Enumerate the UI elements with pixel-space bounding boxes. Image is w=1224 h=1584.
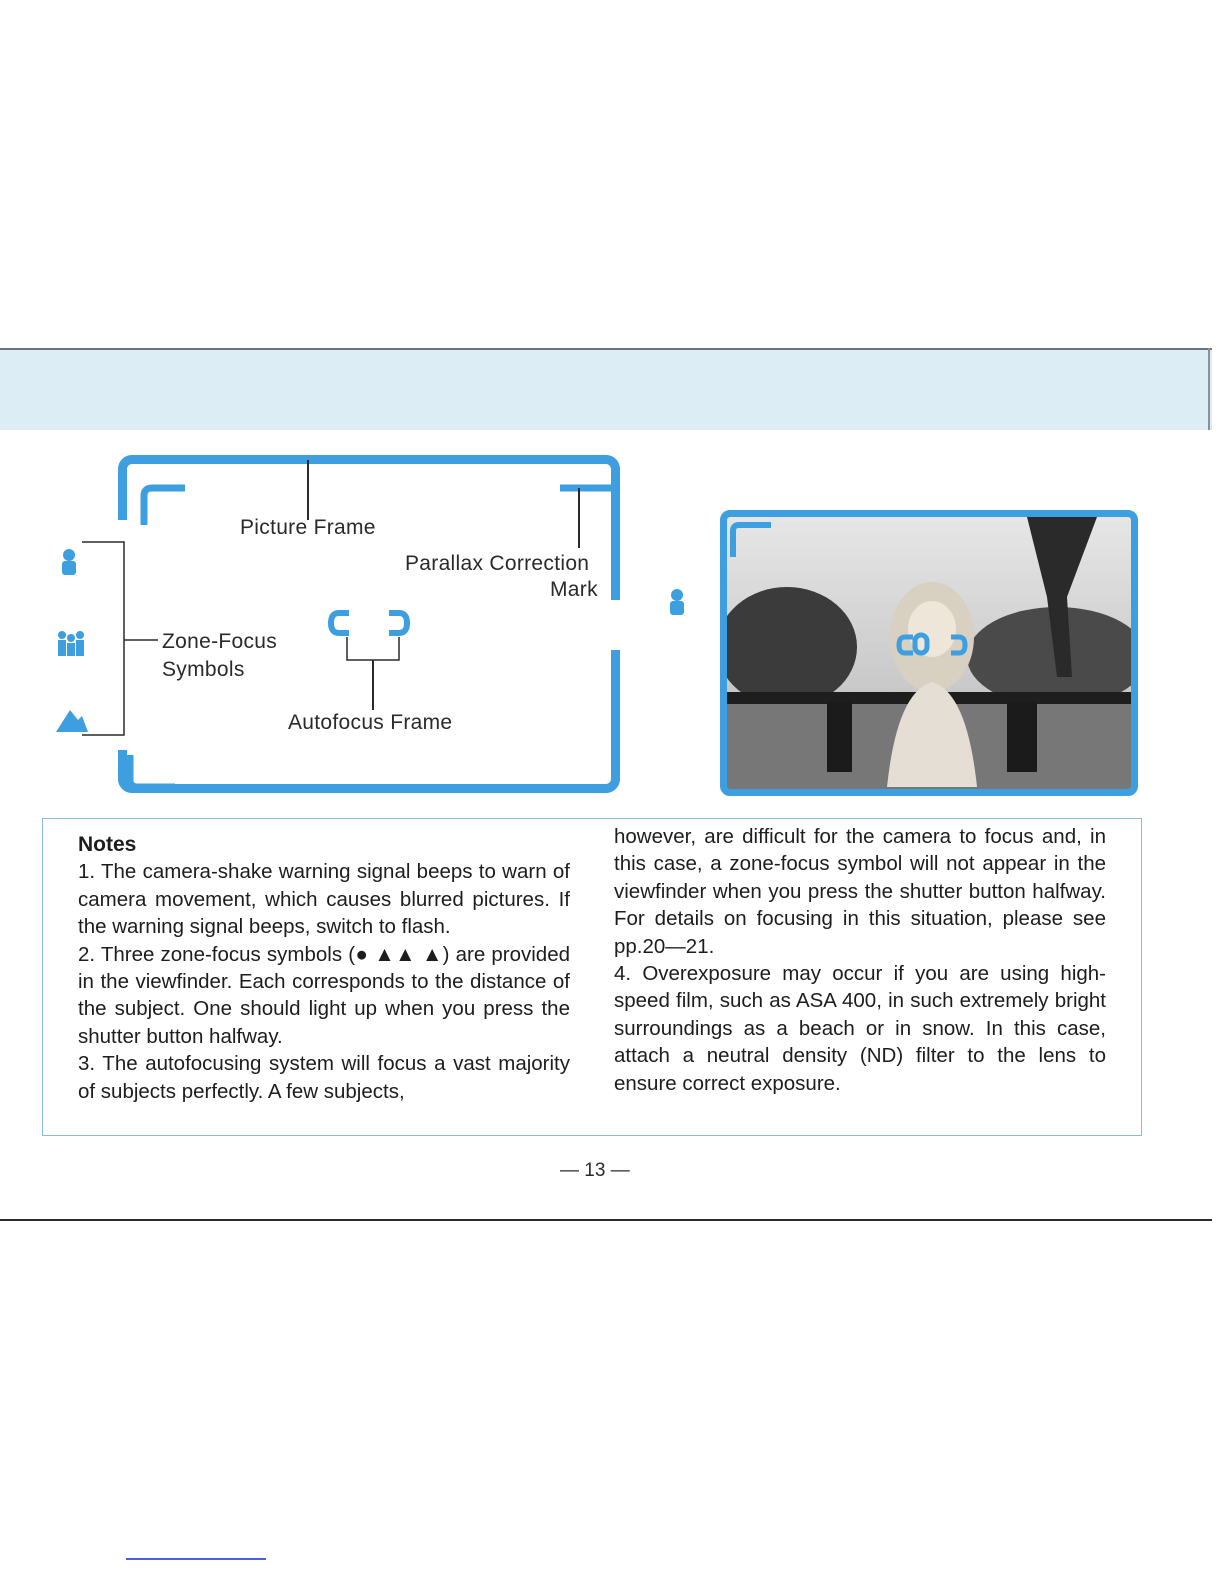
mountain-icon bbox=[56, 708, 88, 732]
picture-frame-label: Picture Frame bbox=[240, 516, 376, 539]
scan-artifact-line bbox=[126, 1558, 266, 1560]
person-icon bbox=[666, 588, 688, 616]
notes-right-column bbox=[614, 823, 1106, 1097]
page-number: — 13 — bbox=[560, 1160, 630, 1181]
person-icon bbox=[58, 548, 80, 576]
frame-gap-right bbox=[606, 600, 628, 650]
person-icon: ● bbox=[355, 942, 369, 966]
zone-focus-bracket bbox=[80, 540, 160, 740]
picture-frame-leader bbox=[307, 460, 309, 520]
page-bottom-edge bbox=[0, 1219, 1212, 1221]
note-3: 3. The autofocusing system will focus a vast majority of subjects perfectly. A few subjects, bbox=[78, 1052, 570, 1103]
note-2-start: 2. Three zone-focus symbols ( bbox=[78, 942, 356, 966]
notes-title: Notes bbox=[78, 833, 137, 856]
mountain-icon: ▲ bbox=[421, 942, 443, 966]
bottom-left-corner-mark bbox=[120, 755, 180, 795]
group-icon bbox=[56, 630, 86, 658]
zone-focus-label: Zone-Focus bbox=[162, 630, 278, 653]
header-band bbox=[0, 348, 1212, 430]
autofocus-label: Autofocus Frame bbox=[288, 711, 453, 734]
parallax-label: Parallax Correction bbox=[405, 552, 590, 575]
parallax-leader bbox=[578, 488, 580, 548]
autofocus-frame bbox=[325, 605, 425, 665]
top-left-corner-mark bbox=[130, 480, 190, 530]
notes-left-column bbox=[78, 831, 570, 1105]
parallax-correction-mark bbox=[560, 480, 620, 510]
zone-focus-label-line2: Symbols bbox=[162, 658, 245, 681]
note-4: 4. Overexposure may occur if you are using high-speed film, such as ASA 400, in such extremely bright surroundings as a beach or in snow. In this case, attach a neutral density (ND) filter to the lens to ensure correct exposure. bbox=[614, 962, 1106, 1095]
page-edge bbox=[1208, 348, 1210, 430]
group-icon: ▲▲ bbox=[374, 942, 416, 966]
photo-scene bbox=[727, 517, 1131, 789]
parallax-label-line2: Mark bbox=[550, 578, 598, 601]
note-1: 1. The camera-shake warning signal beeps to warn of camera movement, which causes blurred pictures. If the warning signal beeps, switch to flash. bbox=[78, 860, 570, 939]
viewfinder-photo bbox=[720, 510, 1138, 796]
note-2-end: ) are provided in the viewfinder. Each corresponds to the distance of the subject. One should light up when you press the shutter button halfway. bbox=[78, 942, 570, 1048]
note-3-continued: however, are difficult for the camera to focus and, in this case, a zone-focus symbol will not appear in the viewfinder when you press the shutter button halfway. For details on focusing in this situation, please see pp.20—21. bbox=[614, 825, 1106, 958]
autofocus-leader bbox=[372, 660, 374, 710]
note-2 bbox=[78, 941, 570, 1051]
